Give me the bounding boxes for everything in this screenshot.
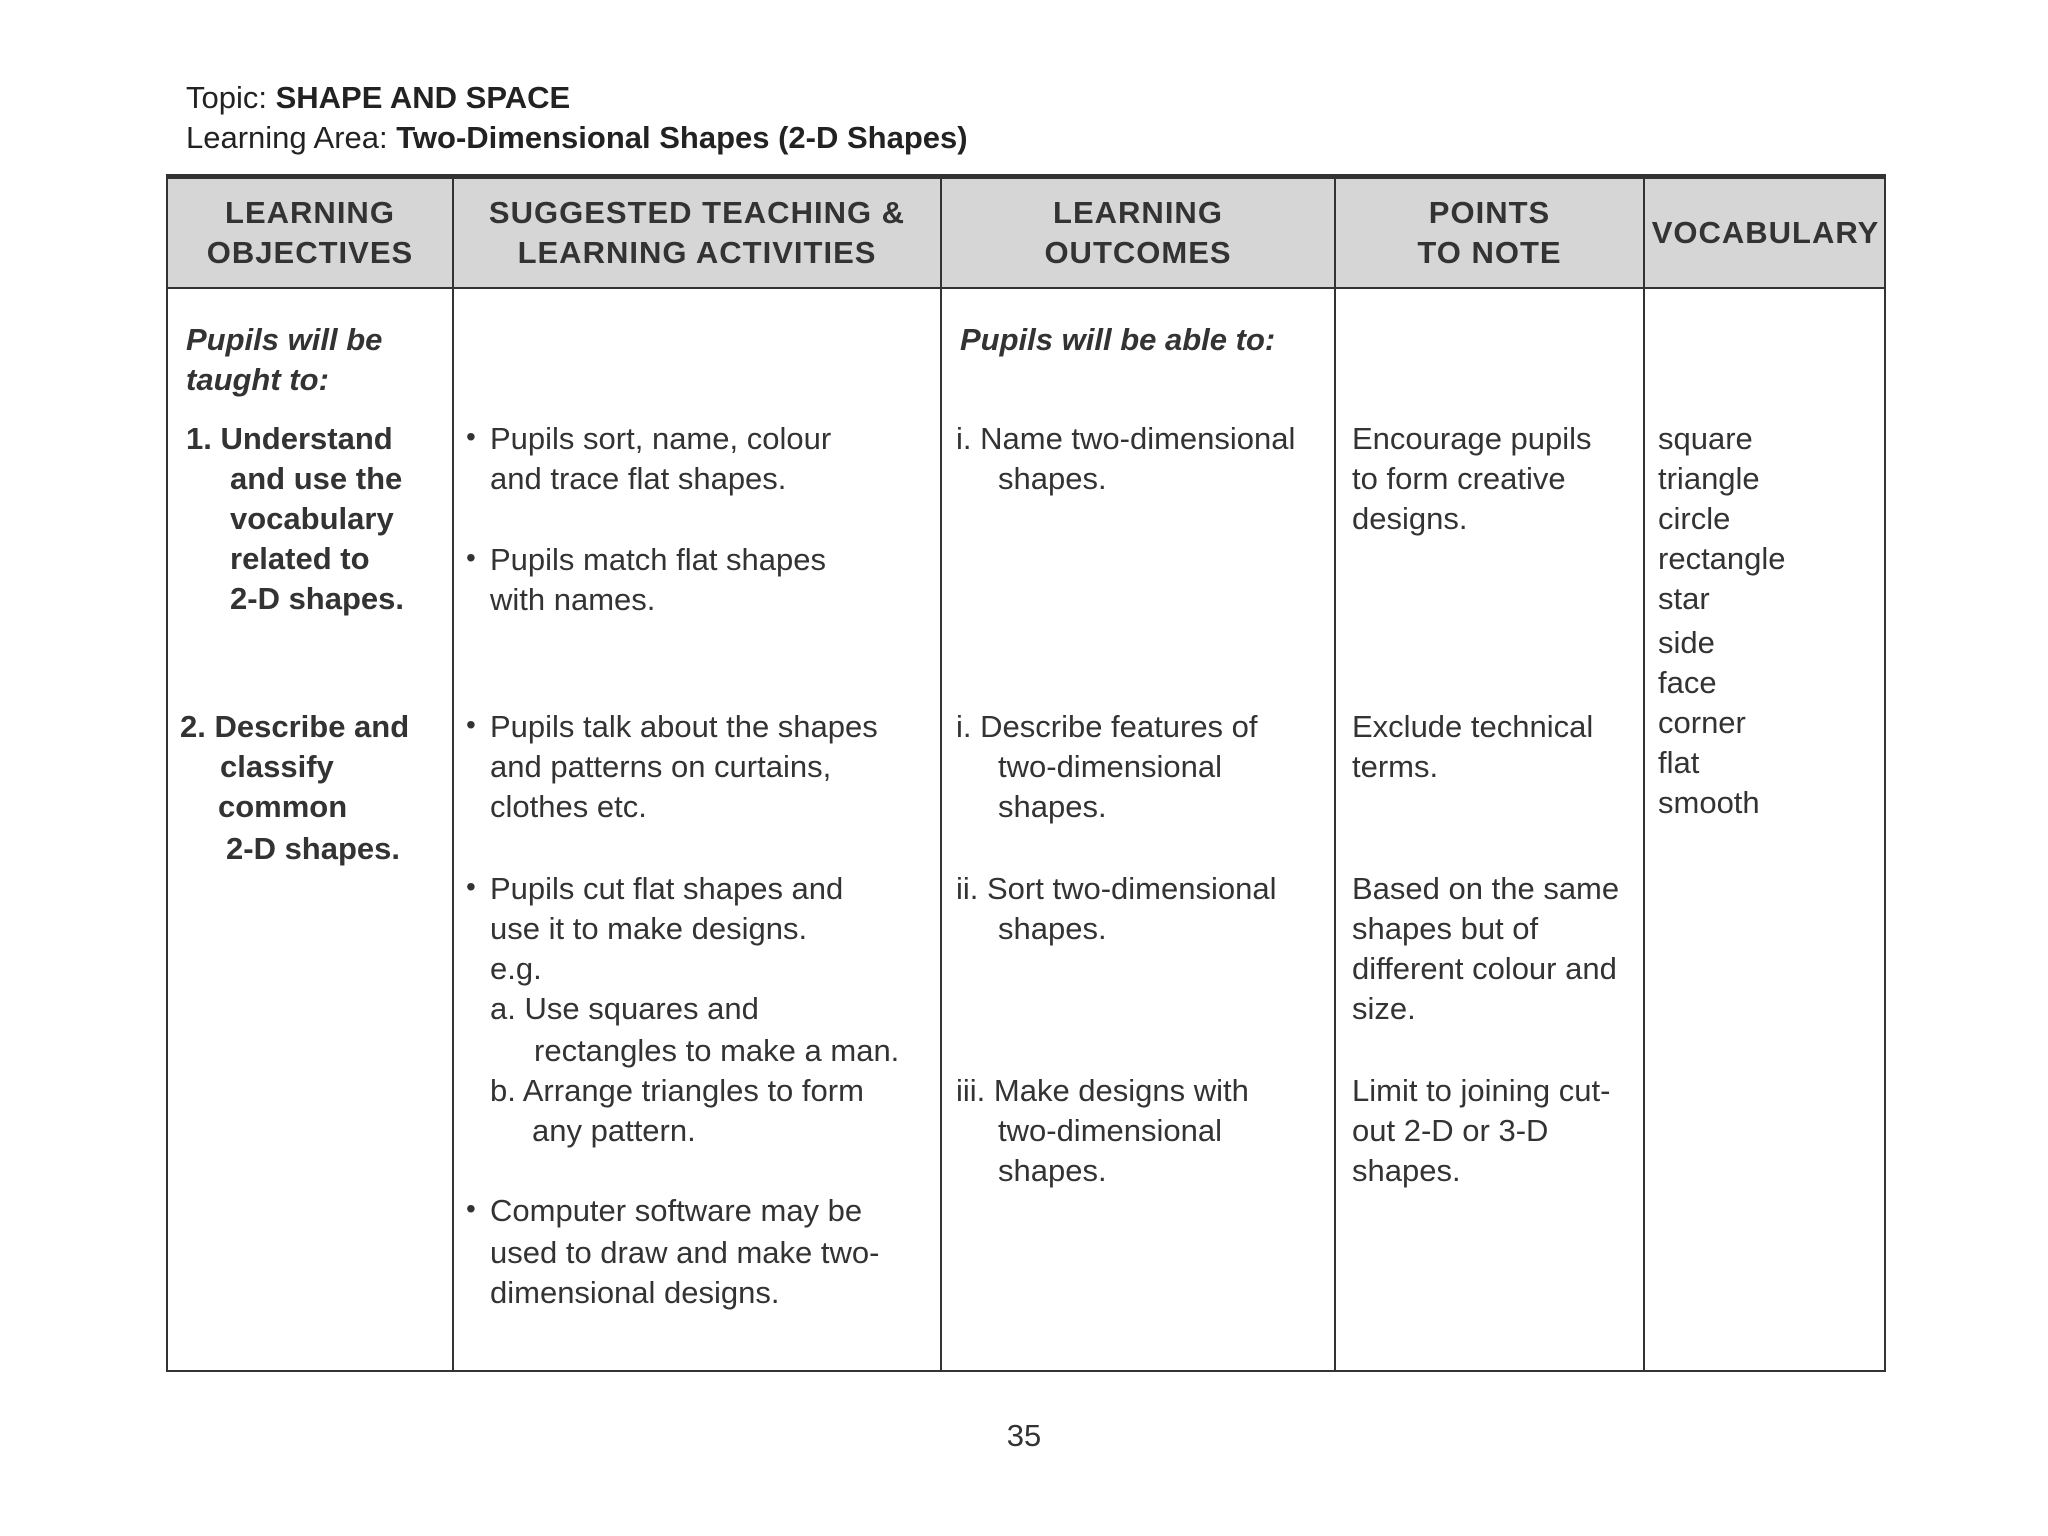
topic-line [186,80,570,116]
outcome-2iii: iii. Make designs with [956,1073,1249,1108]
activity-2b: b. Arrange triangles to form [490,1073,864,1108]
activity-2a: Pupils talk about the shapes [490,709,878,744]
activity-2c: dimensional designs. [490,1275,780,1310]
bullet-icon: • [466,421,476,452]
note-2: terms. [1352,749,1439,784]
outcome-1: shapes. [998,461,1107,496]
activity-2b: a. Use squares and [490,991,759,1026]
outcome-1: i. Name two-dimensional [956,421,1296,456]
outcome-2ii: shapes. [998,911,1107,946]
objectives-intro: taught to: [186,362,329,397]
topic-label: Topic: [186,80,267,115]
objective-2: 2. Describe and [180,709,410,744]
objective-1: and use the [230,461,403,496]
vocab-word: star [1658,581,1710,616]
curriculum-table [166,174,1886,1372]
objectives-intro: Pupils will be [186,322,383,357]
column-divider [1643,179,1645,1370]
outcome-2i: two-dimensional [998,749,1222,784]
objective-2: common [218,789,348,824]
activity-2a: clothes etc. [490,789,647,824]
bullet-icon: • [466,1193,476,1224]
outcome-2iii: two-dimensional [998,1113,1222,1148]
column-divider [452,179,454,1370]
header-vocabulary: VOCABULARY [1651,215,1880,250]
vocab-word: circle [1658,501,1731,536]
vocab-word: side [1658,625,1715,660]
note-1: designs. [1352,501,1468,536]
vocab-word: triangle [1658,461,1760,496]
vocab-word: face [1658,665,1717,700]
vocab-word: square [1658,421,1753,456]
objective-1: 2-D shapes. [230,581,405,616]
activity-1a: Pupils sort, name, colour [490,421,832,456]
note-3: different colour and [1352,951,1617,986]
activity-1b: with names. [490,582,656,617]
learning-area-value: Two-Dimensional Shapes (2-D Shapes) [396,120,968,155]
outcome-2i: shapes. [998,789,1107,824]
activity-2b: any pattern. [532,1113,696,1148]
note-4: out 2-D or 3-D [1352,1113,1549,1148]
note-4: shapes. [1352,1153,1461,1188]
note-2: Exclude technical [1352,709,1594,744]
objective-2: 2-D shapes. [226,831,401,866]
note-4: Limit to joining cut- [1352,1073,1611,1108]
note-3: shapes but of [1352,911,1539,946]
outcome-2i: i. Describe features of [956,709,1258,744]
header-points-to-note: POINTS TO NOTE [1417,195,1562,270]
note-3: Based on the same [1352,871,1620,906]
outcome-2ii: ii. Sort two-dimensional [956,871,1277,906]
activity-2c: Computer software may be [490,1193,863,1228]
bullet-icon: • [466,542,476,573]
column-divider [1334,179,1336,1370]
activity-2c: used to draw and make two- [490,1235,880,1270]
bullet-icon: • [466,871,476,902]
page-number: 35 [1006,1418,1042,1453]
vocab-word: smooth [1658,785,1760,820]
learning-area-line [186,120,968,156]
activity-2b: e.g. [490,951,542,986]
outcome-2iii: shapes. [998,1153,1107,1188]
objective-2: classify [220,749,334,784]
activity-2b: use it to make designs. [490,911,808,946]
vocab-word: rectangle [1658,541,1786,576]
column-divider [940,179,942,1370]
vocab-word: flat [1658,745,1700,780]
activity-1a: and trace flat shapes. [490,461,787,496]
outcomes-intro: Pupils will be able to: [960,322,1276,357]
activity-1b: Pupils match flat shapes [490,542,827,577]
vocab-word: corner [1658,705,1746,740]
activity-2b: Pupils cut flat shapes and [490,871,844,906]
learning-area-label: Learning Area: [186,120,388,155]
note-1: to form creative [1352,461,1566,496]
activity-2a: and patterns on curtains, [490,749,832,784]
header-teaching-activities: SUGGESTED TEACHING & LEARNING ACTIVITIES [488,195,906,270]
header-learning-outcomes: LEARNING OUTCOMES [1044,195,1232,270]
header-learning-objectives: LEARNING OBJECTIVES [206,195,414,270]
objective-1: related to [230,541,370,576]
objective-1: vocabulary [230,501,394,536]
activity-2b: rectangles to make a man. [534,1033,900,1068]
note-3: size. [1352,991,1416,1026]
topic-value: SHAPE AND SPACE [275,80,571,115]
bullet-icon: • [466,709,476,740]
note-1: Encourage pupils [1352,421,1592,456]
objective-1: 1. Understand [186,421,393,456]
